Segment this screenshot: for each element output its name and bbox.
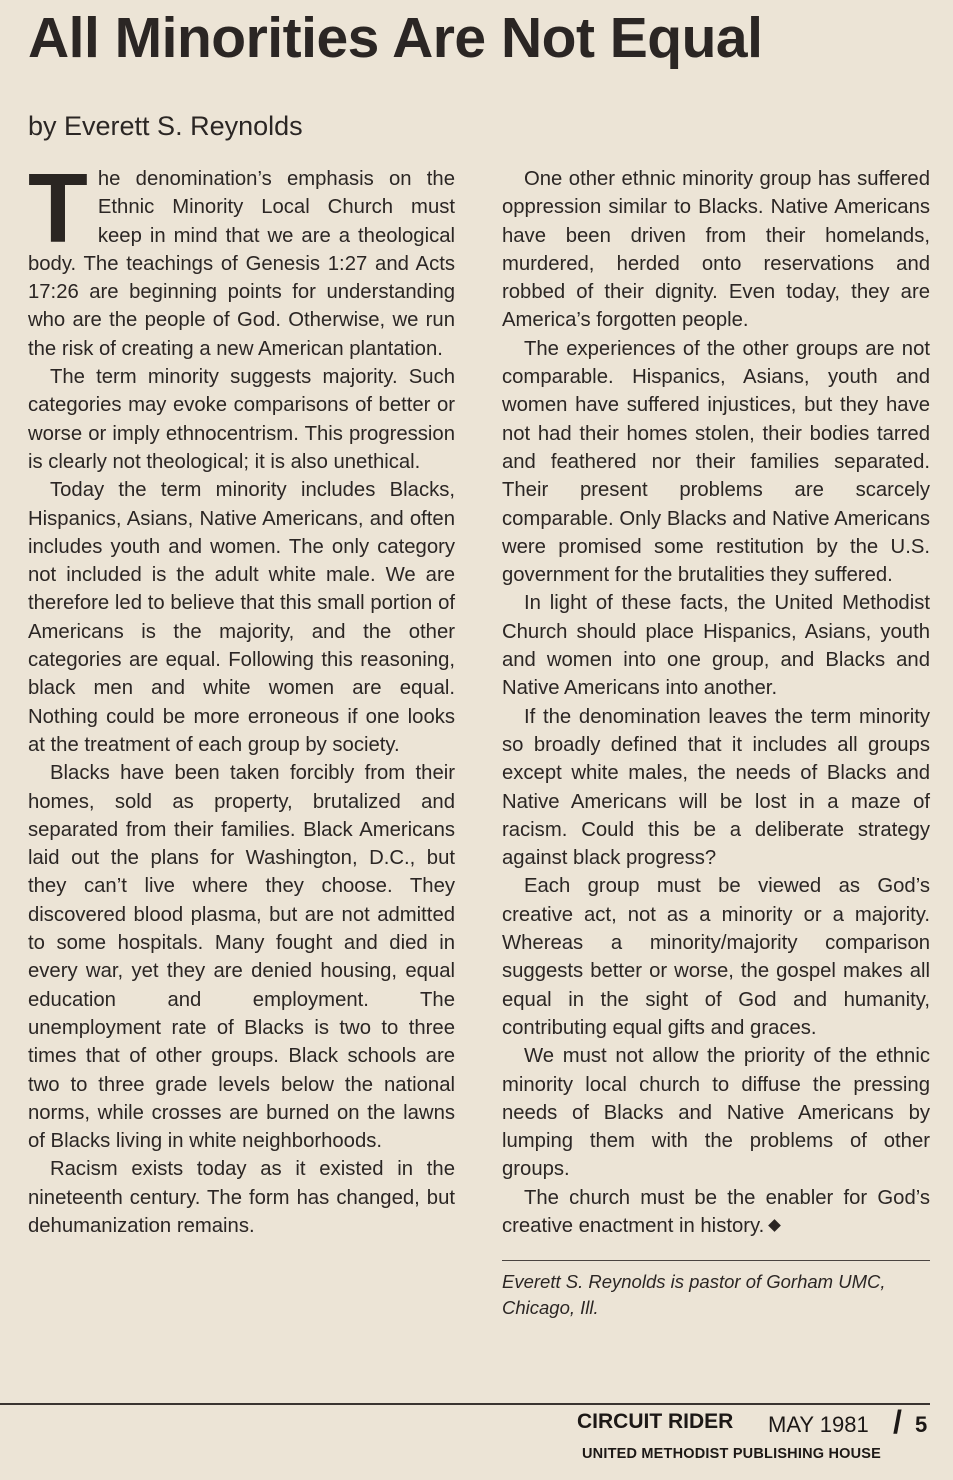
article-paragraph xyxy=(502,1184,930,1241)
article-paragraph: We must not allow the priority of the ethnic minority local church to diffuse the pressing needs of Blacks and Native Americans by lumping them with the problems of other groups. xyxy=(502,1045,930,1181)
publisher-name: UNITED METHODIST PUBLISHING HOUSE xyxy=(582,1446,882,1462)
article-paragraph: One other ethnic minority group has suffered oppression similar to Blacks. Native Americans have been driven from their homelands, murdered, herded onto reservations and robbed of their dignity. Even today, they are America’s forgotten people. xyxy=(502,168,930,332)
article-paragraph: Racism exists today as it existed in the nineteenth century. The form has changed, but dehumanization remains. xyxy=(28,1158,455,1237)
article-paragraph: Each group must be viewed as God’s creative act, not as a minority or a majority. Whereas a minority/majority comparison suggests better or worse, the gospel makes all equal in the sight of God and humanity, contributing equal gifts and graces. xyxy=(502,875,930,1039)
paragraph-text: The church must be the enabler for God’s creative enactment in history. xyxy=(502,1186,930,1237)
footer-separator: / xyxy=(893,1404,902,1440)
article-paragraph: In light of these facts, the United Methodist Church should place Hispanics, Asians, youth and women into one group, and Blacks and Native Americans into another. xyxy=(502,592,930,700)
article-column-right xyxy=(502,165,930,1321)
article-paragraph: Today the term minority includes Blacks, Hispanics, Asians, Native Americans, and often includes youth and women. The only category not included is the adult white male. We are therefore led to believe that this small portion of Americans is the majority, and the other categories are equal. Following this reasoning, black men and white women are equal. Nothing could be more erroneous if one looks at the treatment of each group by society. xyxy=(28,479,455,756)
article-paragraph: The experiences of the other groups are not comparable. Hispanics, Asians, youth and women have suffered injustices, but they have not had their homes stolen, their bodies tarred and feathered nor their families separated. Their present problems are scarcely comparable. Only Blacks and Native Americans were promised some restitution by the U.S. government for the brutalities they suffered. xyxy=(502,337,930,587)
issue-date: MAY 1981 xyxy=(768,1412,869,1437)
page-number: 5 xyxy=(915,1412,928,1437)
article-paragraph: If the denomination leaves the term minority so broadly defined that it includes all groups except white males, the needs of Blacks and Native Americans will be lost in a maze of racism. Could this be a deliberate strategy against black progress? xyxy=(502,705,930,870)
article-paragraph xyxy=(28,153,455,363)
end-mark-diamond-icon xyxy=(768,1219,781,1232)
article-paragraph: Blacks have been taken forcibly from their homes, sold as property, brutalized and separated from their families. Black Americans laid out the plans for Washington, D.C., but they can’t live where they choose. They discovered blood plasma, but are not admitted to some hospitals. Many fought and died in every war, yet they are denied housing, equal education and employment. The unemployment rate of Blacks is two to three times that of other groups. Black schools are two to three grade levels below the national norms, while crosses are burned on the lawns of Blacks living in white neighborhoods. xyxy=(28,762,455,1153)
publication-name: CIRCUIT RIDER xyxy=(577,1410,734,1433)
article-title: All Minorities Are Not Equal xyxy=(28,6,763,70)
paragraph-text: he denomination’s emphasis on the Ethnic Minority Local Church must keep in mind that we are a theological body. The teachings of Genesis 1:27 and Acts 17:26 are beginning points for understanding who are the people of God. Otherwise, we run the risk of creating a new American plantation. xyxy=(28,168,455,360)
footer-divider xyxy=(0,1403,930,1405)
article-column-left xyxy=(28,153,455,1240)
article-byline: by Everett S. Reynolds xyxy=(28,111,303,141)
author-note: Everett S. Reynolds is pastor of Gorham UMC, Chicago, Ill. xyxy=(502,1271,886,1319)
article-paragraph: The term minority suggests majority. Such categories may evoke comparisons of better or worse or imply ethnocentrism. This progression is clearly not theological; it is also unethical. xyxy=(28,366,455,473)
drop-cap: T xyxy=(28,153,88,263)
author-note-divider xyxy=(502,1260,930,1261)
